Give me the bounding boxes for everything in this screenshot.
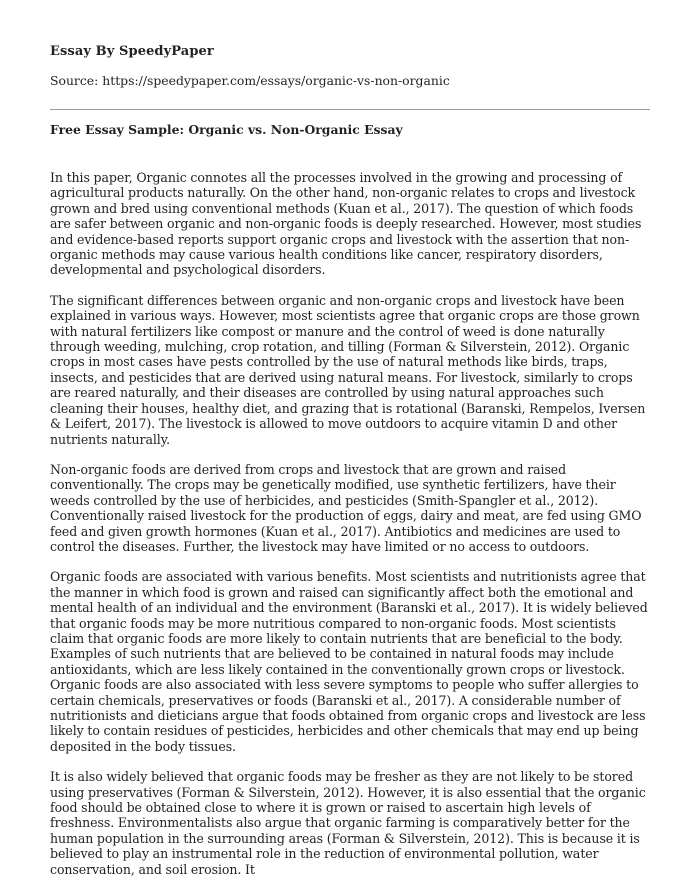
source-line: Source: https://speedypaper.com/essays/organic-vs-non-organic <box>50 73 450 88</box>
document-header-title: Essay By SpeedyPaper <box>50 44 214 59</box>
essay-paragraph-3: Non-organic foods are derived from crops and livestock that are grown and raised conventionally. The crops may be genetically modified, use synthetic fertilizers, have their weeds controlled by the use of herbicides, and pesticides (Smith-Spangler et al., 2012). Conventionally raised livestock for the production of eggs, dairy and meat, are fed using GMO feed and given growth hormones (Kuan et al., 2017). Antibiotics and medicines are used to control the diseases. Further, the livestock may have limited or no access to outdoors. <box>50 461 642 554</box>
essay-paragraph-5: It is also widely believed that organic foods may be fresher as they are not likely to be stored using preservatives (Forman & Silverstein, 2012). However, it is also essential that the organic food should be obtained close to where it is grown or raised to ascertain high levels of freshness. Environmentalists also argue that organic farming is comparatively better for the human population in the surrounding areas (Forman & Silverstein, 2012). This is because it is believed to play an instrumental role in the reduction of environmental pollution, water conservation, and soil erosion. It <box>50 769 646 877</box>
essay-title: Free Essay Sample: Organic vs. Non-Organic Essay <box>50 122 403 137</box>
essay-paragraph-1: In this paper, Organic connotes all the processes involved in the growing and processing of agricultural products naturally. On the other hand, non-organic relates to crops and livestock grown and bred using conventional methods (Kuan et al., 2017). The question of which foods are safer between organic and non-organic foods is deeply researched. However, most studies and evidence-based reports support organic crops and livestock with the assertion that non-organic methods may cause various health conditions like cancer, respiratory disorders, developmental and psychological disorders. <box>50 170 642 278</box>
essay-paragraph-4: Organic foods are associated with various benefits. Most scientists and nutritionists agree that the manner in which food is grown and raised can significantly affect both the emotional and mental health of an individual and the environment (Baranski et al., 2017). It is widely believed that organic foods may be more nutritious compared to non-organic foods. Most scientists claim that organic foods are more likely to contain nutrients that are beneficial to the body. Examples of such nutrients that are believed to be contained in natural foods may include antioxidants, which are less likely contained in the conventionally grown crops or livestock. Organic foods are also associated with less severe symptoms to people who suffer allergies to certain chemicals, preservatives or foods (Baranski et al., 2017). A considerable number of nutritionists and dieticians argue that foods obtained from organic crops and livestock are less likely to contain residues of pesticides, herbicides and other chemicals that may end up being deposited in the body tissues. <box>50 569 648 754</box>
essay-paragraph-2: The significant differences between organic and non-organic crops and livestock have been explained in various ways. However, most scientists agree that organic crops are those grown with natural fertilizers like compost or manure and the control of weed is done naturally through weeding, mulching, crop rotation, and tilling (Forman & Silverstein, 2012). Organic crops in most cases have pests controlled by the use of natural methods like birds, traps, insects, and pesticides that are derived using natural means. For livestock, similarly to crops are reared naturally, and their diseases are controlled by using natural approaches such cleaning their houses, healthy diet, and grazing that is rotational (Baranski, Rempelos, Iversen & Leifert, 2017). The livestock is allowed to move outdoors to acquire vitamin D and other nutrients naturally. <box>50 292 646 447</box>
header-divider <box>50 109 650 110</box>
document-page <box>50 0 650 877</box>
essay-body <box>50 170 650 892</box>
